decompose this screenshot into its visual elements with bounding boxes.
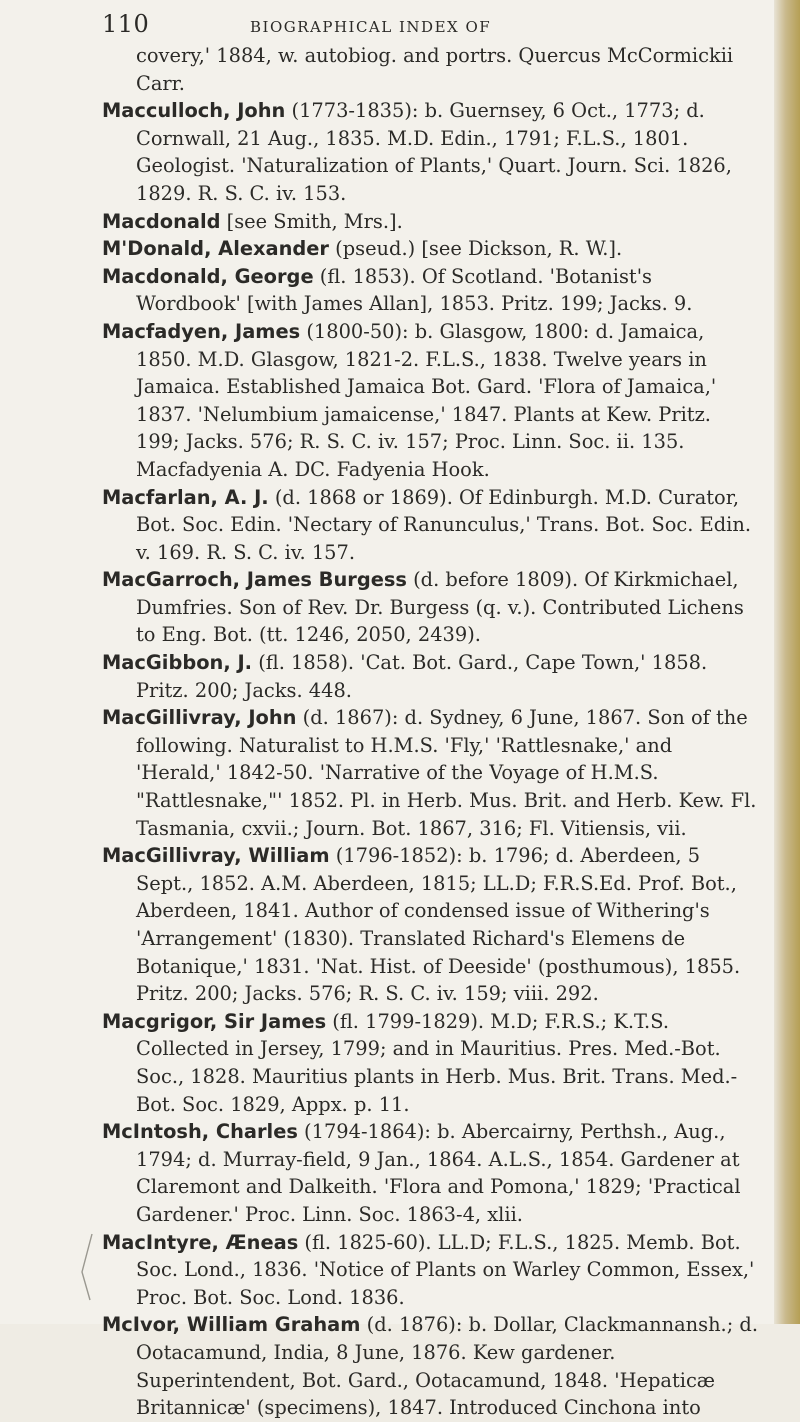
entry-macfadyen xyxy=(102,318,760,484)
entry-heading: McIvor, William Graham xyxy=(102,1313,361,1337)
entry-body: (d. before 1809). Of Kirkmichael, Dumfries. Son of Rev. Dr. Burgess (q. v.). Contributed Lichens to Eng. Bot. (tt. 1246, 2050, 2439). xyxy=(136,568,744,647)
entry-body: (d. 1876): b. Dollar, Clackmannansh.; d. Ootacamund, India, 8 June, 1876. Kew gardener. Superintendent, Bot. Gard., Ootacamund, 1848. 'Hepaticæ Britannicæ' (specimens), 1847. Introduced Cinchona into xyxy=(136,1313,758,1420)
page-number: 110 xyxy=(102,10,150,38)
entry-heading: Macfarlan, A. J. xyxy=(102,485,269,509)
entry-body: (1773-1835): b. Guernsey, 6 Oct., 1773; d. Cornwall, 21 Aug., 1835. M.D. Edin., 1791; F.L.S., 1801. Geologist. 'Naturalization of Plants,' Quart. Journ. Sci. 1826, 1829. R. S. C. iv. 153. xyxy=(136,99,732,205)
entry-heading: Macdonald xyxy=(102,209,221,233)
entry-macintyre xyxy=(102,1229,760,1312)
entry-macdonald-george xyxy=(102,263,760,318)
entry-body: (d. 1867): d. Sydney, 6 June, 1867. Son of the following. Naturalist to H.M.S. 'Fly,' 'Rattlesnake,' and 'Herald,' 1842-50. 'Narrative of the Voyage of H.M.S. "Rattlesnake,"' 1852. Pl. in Herb. Mus. Brit. and Herb. Kew. Fl. Tasmania, cxvii.; Journ. Bot. 1867, 316; Fl. Vitiensis, vii. xyxy=(136,706,757,840)
entry-macfarlan xyxy=(102,484,760,567)
entry-heading: Macdonald, George xyxy=(102,264,314,288)
entry-body: (1794-1864): b. Abercairny, Perthsh., Aug., 1794; d. Murray-field, 9 Jan., 1864. A.L.S., 1854. Gardener at Claremont and Dalkeith. 'Flora and Pomona,' 1829; 'Practical Gardener.' Proc. Linn. Soc. 1863-4, xlii. xyxy=(136,1120,741,1226)
entry-heading: M'Donald, Alexander xyxy=(102,237,329,261)
entry-macgibbon xyxy=(102,649,760,704)
entry-mdonald-alexander xyxy=(102,235,760,263)
entry-body: (fl. 1825-60). LL.D; F.L.S., 1825. Memb. Bot. Soc. Lond., 1836. 'Notice of Plants on Warley Common, Essex,' Proc. Bot. Soc. Lond. 1836. xyxy=(136,1230,755,1309)
running-head: BIOGRAPHICAL INDEX OF xyxy=(250,18,492,36)
index-entries xyxy=(102,42,760,1422)
entry-body: (d. 1868 or 1869). Of Edinburgh. M.D. Curator, Bot. Soc. Edin. 'Nectary of Ranunculus,' Trans. Bot. Soc. Edin. v. 169. R. S. C. iv. 157. xyxy=(136,485,752,564)
entry-heading: MacIntyre, Æneas xyxy=(102,1230,299,1254)
entry-heading: MacGibbon, J. xyxy=(102,651,253,675)
entry-heading: McIntosh, Charles xyxy=(102,1120,298,1144)
entry-macgrigor xyxy=(102,1008,760,1118)
entry-heading: MacGarroch, James Burgess xyxy=(102,568,407,592)
entry-macgillivray-william xyxy=(102,842,760,1008)
entry-body: [see Smith, Mrs.]. xyxy=(220,209,403,233)
entry-macgarroch xyxy=(102,566,760,649)
entry-body: (fl. 1853). Of Scotland. 'Botanist's Wordbook' [with James Allan], 1853. Pritz. 199; Jacks. 9. xyxy=(136,264,693,316)
entry-body: (pseud.) [see Dickson, R. W.]. xyxy=(328,237,623,261)
entry-heading: Macgrigor, Sir James xyxy=(102,1009,327,1033)
pencil-mark-icon xyxy=(76,1232,96,1302)
entry-body: (fl. 1858). 'Cat. Bot. Gard., Cape Town,' 1858. Pritz. 200; Jacks. 448. xyxy=(136,651,708,702)
page-header xyxy=(0,10,800,40)
page-edge xyxy=(774,0,800,1324)
entry-body: (1800-50): b. Glasgow, 1800: d. Jamaica, 1850. M.D. Glasgow, 1821-2. F.L.S., 1838. Twelve years in Jamaica. Established Jamaica Bot. Gard. 'Flora of Jamaica,' 1837. 'Nelumbium jamaicense,' 1847. Plants at Kew. Pritz. 199; Jacks. 576; R. S. C. iv. 157; Proc. Linn. Soc. ii. 135. Macfadyenia A. DC. Fadyenia Hook. xyxy=(136,319,717,481)
entry-body: (fl. 1799-1829). M.D; F.R.S.; K.T.S. Collected in Jersey, 1799; and in Mauritius. Pres. Med.-Bot. Soc., 1828. Mauritius plants in Herb. Mus. Brit. Trans. Med.-Bot. Soc. 1829, Appx. p. 11. xyxy=(136,1009,738,1116)
entry-body: (1796-1852): b. 1796; d. Aberdeen, 5 Sept., 1852. A.M. Aberdeen, 1815; LL.D; F.R.S.Ed. Prof. Bot., Aberdeen, 1841. Author of condensed issue of Withering's 'Arrangement' (1830). Translated Richard's Elemens de Botanique,' 1831. 'Nat. Hist. of Deeside' (posthumous), 1855. Pritz. 200; Jacks. 576; R. S. C. iv. 159; viii. 292. xyxy=(136,844,741,1006)
entry-macdonald xyxy=(102,208,760,236)
entry-heading: MacGillivray, William xyxy=(102,844,330,868)
entry-mcivor xyxy=(102,1311,760,1421)
continuation-text: covery,' 1884, w. autobiog. and portrs. Quercus McCormickii Carr. xyxy=(136,44,734,95)
entry-macculloch xyxy=(102,97,760,207)
entry-mcintosh xyxy=(102,1118,760,1228)
entry-macgillivray-john xyxy=(102,704,760,842)
entry-heading: Macfadyen, James xyxy=(102,319,301,343)
entry-heading: MacGillivray, John xyxy=(102,706,297,730)
entry-heading: Macculloch, John xyxy=(102,99,286,123)
